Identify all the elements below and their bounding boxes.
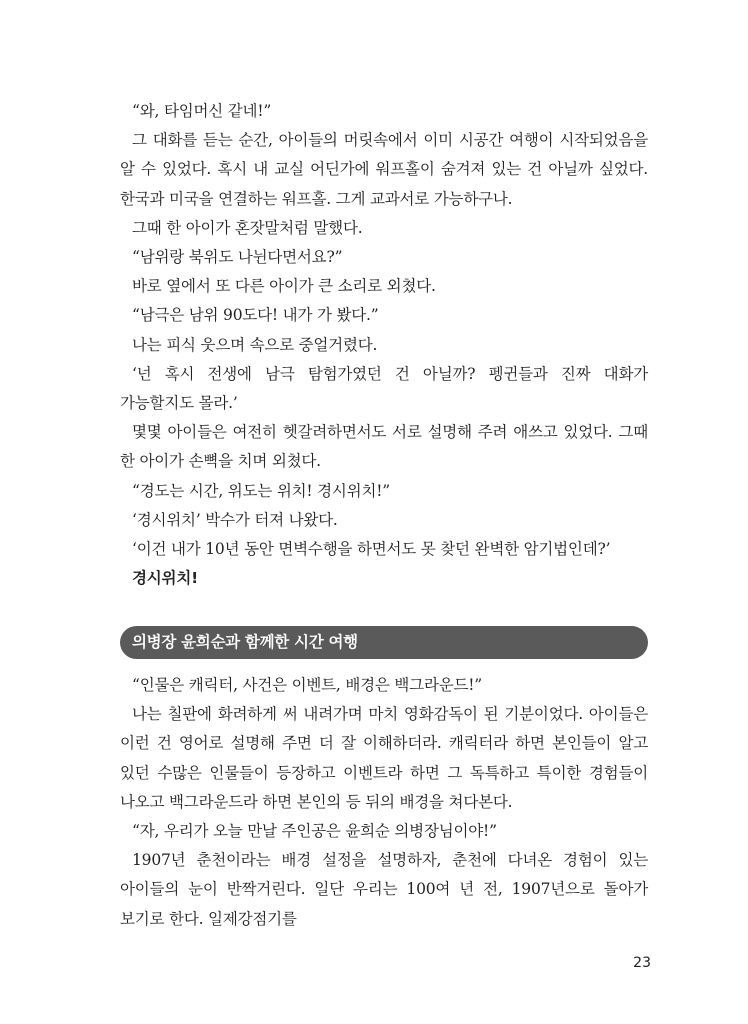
paragraph: 그때 한 아이가 혼잣말처럼 말했다. (132, 218, 363, 237)
paragraph: “자, 우리가 오늘 만날 주인공은 윤희순 의병장님이야!” (132, 822, 497, 841)
paragraph: ‘경시위치’ 박수가 터져 나왔다. (132, 510, 338, 529)
paragraph: “와, 타임머신 같네!” (132, 102, 272, 120)
paragraph: “남위랑 북위도 나뉜다면서요?” (132, 248, 343, 267)
body-text-bottom (120, 671, 648, 934)
paragraph: “인물은 캐릭터, 사건은 이벤트, 배경은 백그라운드!” (132, 676, 483, 694)
section-heading: 의병장 윤희순과 함께한 시간 여행 (120, 626, 648, 659)
paragraph: 1907년 춘천이라는 배경 설정을 설명하자, 춘천에 다녀온 경험이 있는 아이들의 눈이 반짝거린다. 일단 우리는 100여 년 전, 1907년으로 돌아가 보기로 한다. 일제강점기를 (120, 851, 648, 928)
paragraph: 몇몇 아이들은 여전히 헷갈려하면서도 서로 설명해 주려 애쓰고 있었다. 그때 한 아이가 손뼉을 치며 외쳤다. (120, 423, 648, 471)
paragraph: ‘이건 내가 10년 동안 면벽수행을 하면서도 못 찾던 완벽한 암기법인데?’ (132, 540, 611, 559)
emphasis-line: 경시위치! (132, 569, 198, 588)
body-text-top (120, 97, 648, 593)
paragraph: 바로 옆에서 또 다른 아이가 큰 소리로 외쳤다. (132, 277, 436, 296)
page-number: 23 (633, 955, 651, 971)
paragraph: 나는 피식 웃으며 속으로 중얼거렸다. (132, 335, 378, 354)
paragraph: ‘넌 혹시 전생에 남극 탐험가였던 건 아닐까? 펭귄들과 진짜 대화가 가능할지도 몰라.’ (120, 364, 648, 413)
paragraph: 그 대화를 듣는 순간, 아이들의 머릿속에서 이미 시공간 여행이 시작되었음을 알 수 있었다. 혹시 내 교실 어딘가에 워프홀이 숨겨져 있는 건 아닐까 싶었다. 한국과 미국을 연결하는 워프홀. 그게 교과서로 가능하구나. (120, 131, 648, 208)
paragraph: “남극은 남위 90도다! 내가 가 봤다.” (132, 306, 379, 325)
paragraph: “경도는 시간, 위도는 위치! 경시위치!” (132, 481, 390, 500)
paragraph: 나는 칠판에 화려하게 써 내려가며 마치 영화감독이 된 기분이었다. 아이들은 이런 건 영어로 설명해 주면 더 잘 이해하더라. 캐릭터라 하면 본인들이 알고 있던 수많은 인물들이 등장하고 이벤트라 하면 그 독특하고 특이한 경험들이 나오고 백그라운드라 하면 본인의 등 뒤의 배경을 쳐다본다. (120, 705, 648, 811)
